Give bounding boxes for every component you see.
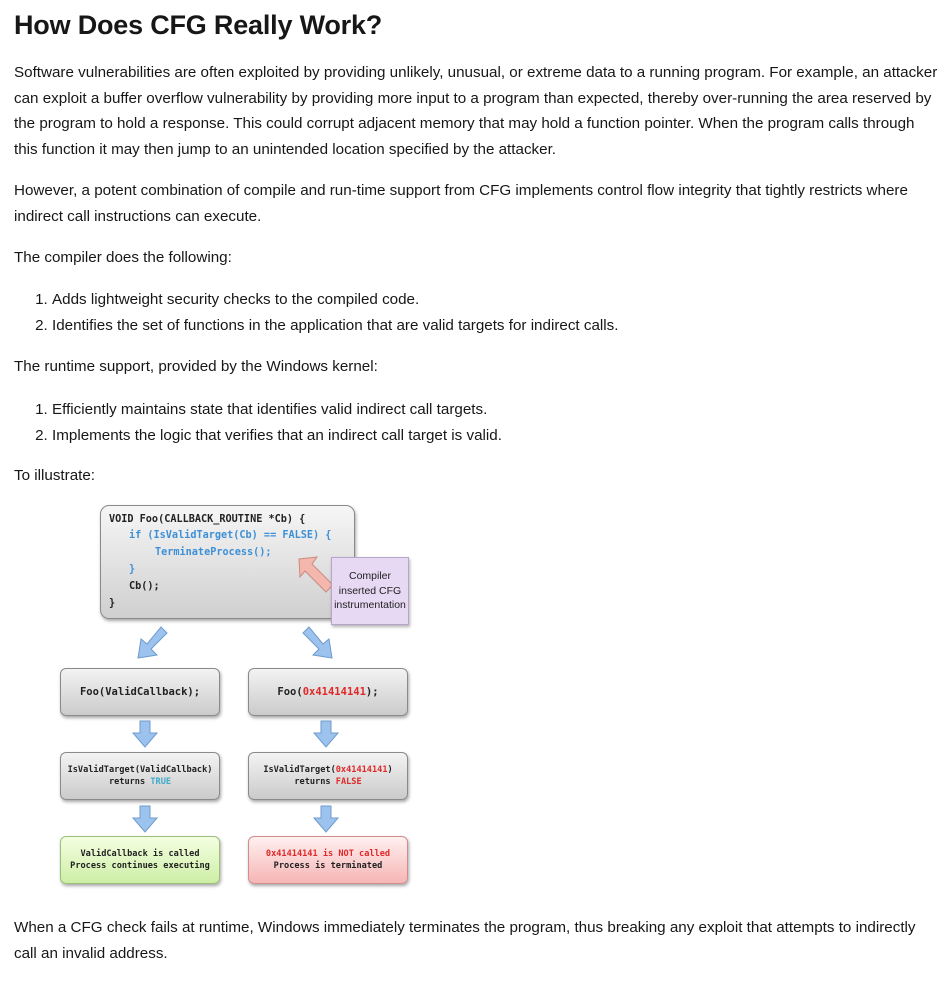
- arrow-down-icon: [313, 805, 339, 833]
- callout-line: instrumentation: [334, 599, 406, 612]
- left-outcome-box: [60, 836, 220, 884]
- code-line: Cb();: [129, 581, 160, 592]
- however-paragraph: However, a potent combination of compile and run-time support from CFG implements control flow integrity that tightly restricts where indirect call instructions can execute.: [14, 182, 908, 225]
- illustrate-label: To illustrate:: [14, 467, 96, 484]
- right-call-box: [248, 668, 408, 716]
- code-line: }: [129, 564, 136, 575]
- left-check-line: IsValidTarget(ValidCallback): [67, 764, 213, 775]
- code-line: VOID Foo(CALLBACK_ROUTINE *Cb) {: [109, 514, 306, 525]
- runtime-list: [36, 397, 502, 448]
- callout-line: Compiler: [348, 570, 391, 583]
- right-outcome-box: [248, 836, 408, 884]
- check-prefix: IsValidTarget(: [263, 764, 336, 775]
- code-line: if (IsValidTarget(Cb) == FALSE) {: [129, 530, 332, 541]
- intro-paragraph: Software vulnerabilities are often exploited by providing unlikely, unusual, or extreme data to a running program. For example, an attacker can exploit a buffer overflow vulnerability by providing more input to a program than expected, thereby over-running the area reserved by the program to hold a response. This could corrupt adjacent memory that may hold a function pointer. When the program calls through this function it may then jump to an unintended location specified by the attacker.: [14, 64, 938, 158]
- left-call-text: Foo(ValidCallback);: [79, 686, 201, 698]
- list-item: 2. Identifies the set of functions in the application that are valid targets for indirect calls.: [52, 313, 618, 339]
- right-check-box: [248, 752, 408, 800]
- check-suffix: ): [387, 764, 393, 775]
- arrow-down-icon: [132, 805, 158, 833]
- right-check-line: [263, 764, 392, 777]
- list-item: 1. Adds lightweight security checks to the compiled code.: [52, 287, 618, 313]
- result-true: TRUE: [150, 777, 172, 787]
- list-item: 2. Implements the logic that verifies that an indirect call target is valid.: [52, 423, 502, 449]
- call-prefix: Foo(: [277, 686, 303, 698]
- check-address: 0x41414141: [335, 764, 388, 775]
- callout-box: [331, 557, 409, 625]
- runtime-intro: The runtime support, provided by the Windows kernel:: [14, 358, 378, 375]
- left-outcome-line: Process continues executing: [70, 861, 210, 871]
- code-line: }: [109, 598, 116, 609]
- cfg-diagram: [45, 503, 415, 893]
- left-call-box: [60, 668, 220, 716]
- right-check-returns-line: [294, 776, 361, 789]
- left-check-box: [60, 752, 220, 800]
- left-outcome-line: ValidCallback is called: [80, 848, 200, 859]
- result-false: FALSE: [335, 777, 362, 787]
- call-suffix: );: [365, 686, 379, 698]
- call-address: 0x41414141: [302, 686, 366, 698]
- page-title: How Does CFG Really Work?: [14, 10, 383, 40]
- callout-line: inserted CFG: [338, 584, 402, 597]
- arrow-down-icon: [132, 720, 158, 748]
- returns-word: returns: [294, 777, 331, 787]
- arrow-down-right-icon: [301, 625, 335, 661]
- conclusion-paragraph: When a CFG check fails at runtime, Windows immediately terminates the program, thus breaking any exploit that attempts to indirectly call an invalid address.: [14, 919, 916, 962]
- code-line: TerminateProcess();: [155, 547, 272, 558]
- right-outcome-line: Process is terminated: [273, 861, 383, 871]
- right-outcome-line: 0x41414141 is NOT called: [265, 848, 391, 859]
- right-call-text: [277, 686, 378, 698]
- compiler-intro: The compiler does the following:: [14, 249, 232, 266]
- list-item: 1. Efficiently maintains state that identifies valid indirect call targets.: [52, 397, 502, 423]
- returns-word: returns: [108, 777, 146, 787]
- left-check-returns-line: [109, 776, 171, 789]
- arrow-down-left-icon: [135, 625, 169, 661]
- arrow-down-icon: [313, 720, 339, 748]
- compiler-list: [36, 287, 618, 338]
